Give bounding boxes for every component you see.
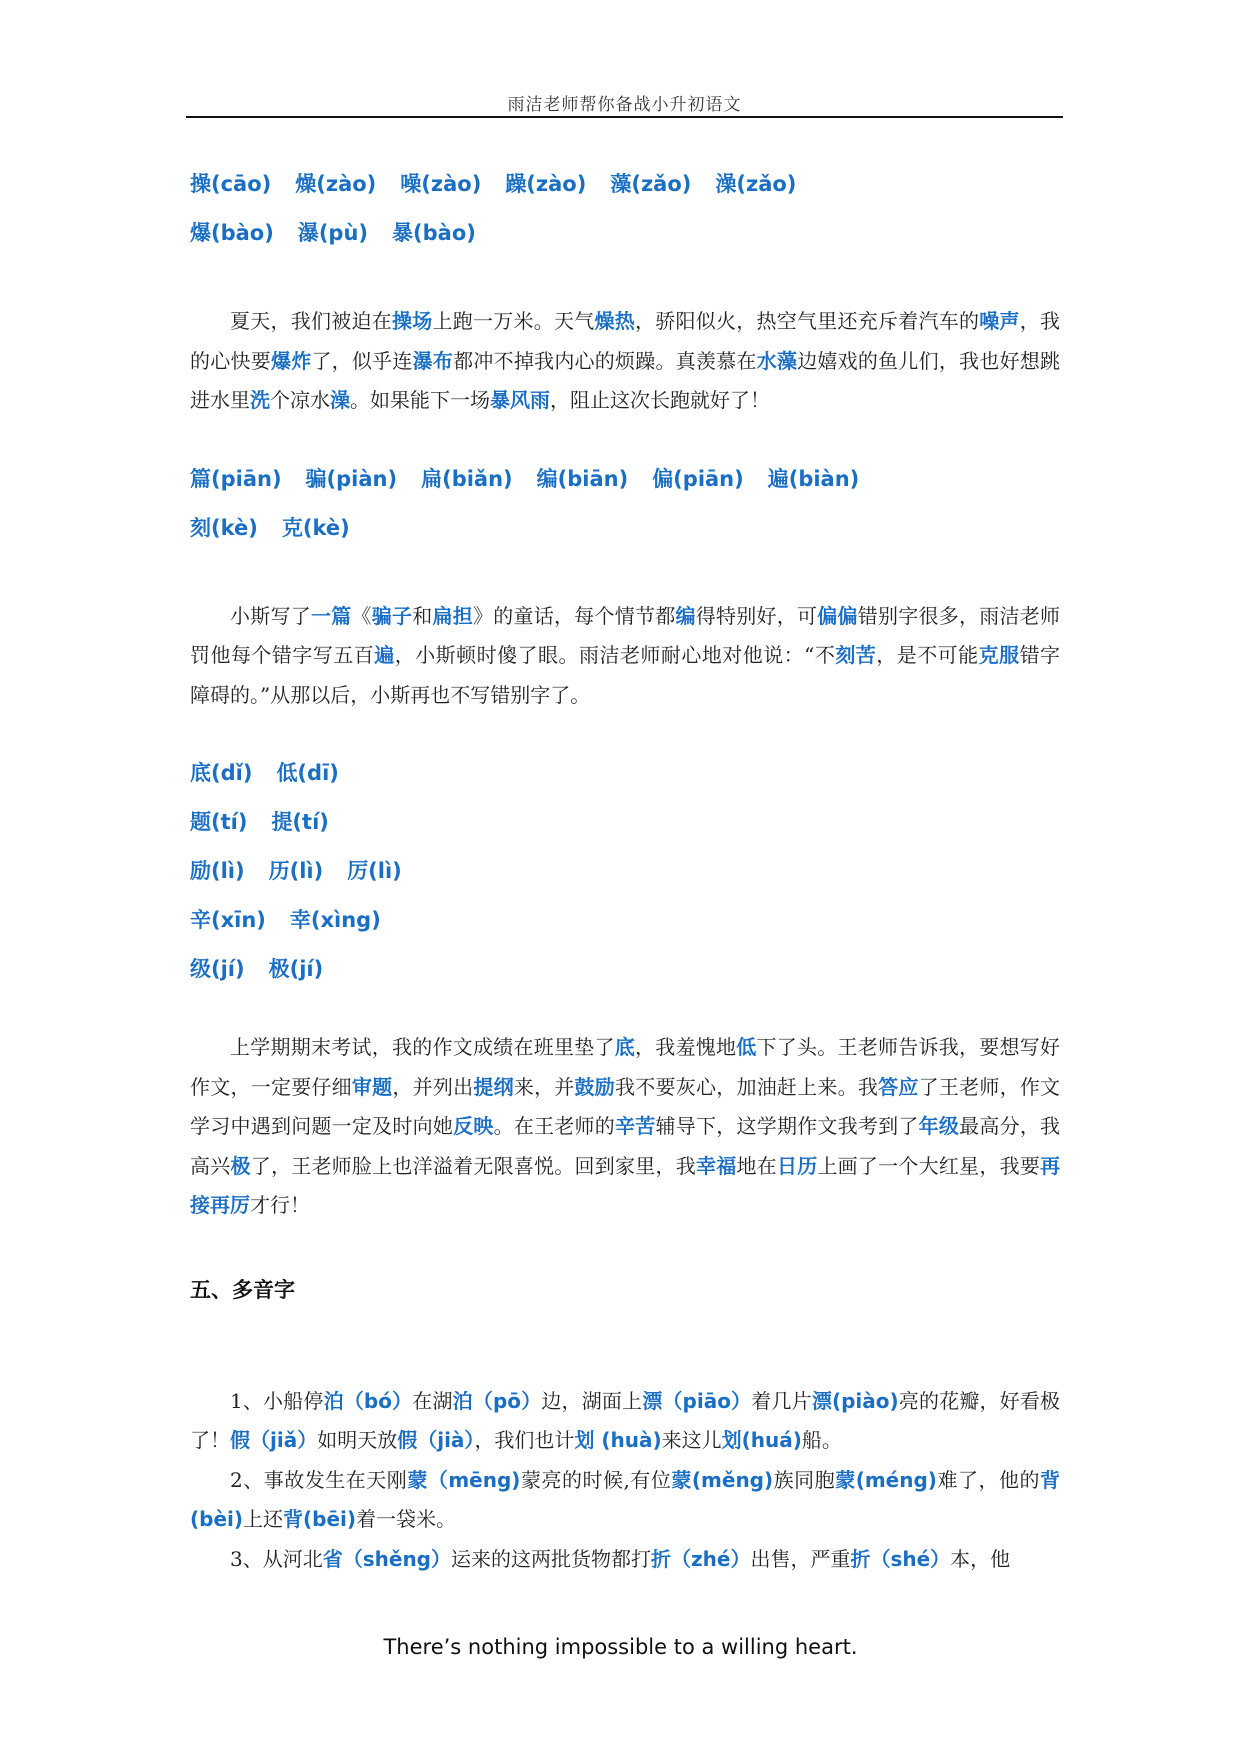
pinyin-item: 篇(piān) — [190, 466, 282, 491]
pinyin-item: 级(jí) — [190, 957, 245, 981]
pinyin-group-1-line-2 — [190, 209, 1060, 258]
pinyin-item: 爆(bào) — [190, 221, 274, 245]
pinyin-item: 遍(biàn) — [767, 466, 860, 491]
pinyin-item: 底(dǐ) — [190, 761, 253, 785]
pinyin-group-3-line-4 — [190, 896, 1060, 945]
pinyin-item: 克(kè) — [281, 515, 350, 540]
pinyin-item: 厉(lì) — [347, 859, 402, 883]
pinyin-item: 扁(biǎn) — [421, 466, 513, 491]
pinyin-item: 燥(zào) — [295, 172, 377, 196]
page-footer: There’s nothing impossible to a willing heart. — [383, 1635, 858, 1659]
pinyin-item: 低(dī) — [276, 761, 339, 785]
pinyin-item: 噪(zào) — [400, 172, 482, 196]
pinyin-item: 幸(xìng) — [289, 908, 381, 932]
section-heading: 五、多音字 — [190, 1277, 295, 1302]
pinyin-item: 骗(piàn) — [305, 466, 398, 491]
pinyin-item: 暴(bào) — [392, 221, 476, 245]
pinyin-group-2-line-1 — [190, 455, 1060, 504]
pinyin-group-3-line-5 — [190, 945, 1060, 994]
page-content — [190, 160, 1060, 1579]
pinyin-group-3-line-1 — [190, 749, 1060, 798]
pinyin-item: 瀑(pù) — [297, 221, 369, 245]
pinyin-item: 辛(xīn) — [190, 908, 266, 932]
pinyin-item: 编(biān) — [536, 466, 629, 491]
paragraph-summer: 夏天，我们被迫在操场上跑一万米。天气燥热，骄阳似火，热空气里还充斥着汽车的噪声，我的心快要爆炸了，似乎连瀑布都冲不掉我内心的烦躁。真羡慕在水藻边嬉戏的鱼儿们，我也好想跳进水里洗个凉水澡。如果能下一场暴风雨，阻止这次长跑就好了！ — [190, 309, 1061, 412]
pinyin-group-3-line-3 — [190, 847, 1060, 896]
pinyin-item: 操(cāo) — [190, 172, 272, 196]
pinyin-item: 澡(zǎo) — [715, 172, 797, 196]
pinyin-item: 励(lì) — [190, 859, 245, 883]
pinyin-item: 藻(zǎo) — [610, 172, 692, 196]
polyphone-item-3: 3、从河北省（shěng）运来的这两批货物都打折（zhé）出售，严重折（shé）本，他 — [230, 1546, 1011, 1571]
pinyin-group-1-line-1 — [190, 160, 1060, 209]
pinyin-group-2-line-2 — [190, 504, 1060, 553]
pinyin-item: 刻(kè) — [190, 515, 258, 540]
header-rule — [186, 116, 1063, 118]
pinyin-item: 题(tí) — [190, 810, 248, 834]
paragraph-xiaosi: 小斯写了一篇《骗子和扁担》的童话，每个情节都编得特别好，可偏偏错别字很多，雨洁老师罚他每个错字写五百遍，小斯顿时傻了眼。雨洁老师耐心地对他说：“不刻苦，是不可能克服错字障碍的。”从那以后，小斯再也不写错别字了。 — [190, 603, 1061, 707]
polyphone-item-1: 1、小船停泊（bó）在湖泊（pō）边，湖面上漂（piāo）着几片漂(piào)亮的花瓣，好看极了！假（jiǎ）如明天放假（jià），我们也计划 (huà)来这儿划(huá)船。 — [190, 1388, 1061, 1452]
pinyin-group-3-line-2 — [190, 798, 1060, 847]
paragraph-exam: 上学期期末考试，我的作文成绩在班里垫了底，我羞愧地低下了头。王老师告诉我，要想写好作文，一定要仔细审题，并列出提纲来，并鼓励我不要灰心，加油赶上来。我答应了王老师，作文学习中遇到问题一定及时向她反映。在王老师的辛苦辅导下，这学期作文我考到了年级最高分，我高兴极了，王老师脸上也洋溢着无限喜悦。回到家里，我幸福地在日历上画了一个大红星，我要再接再厉才行！ — [190, 1035, 1061, 1217]
polyphone-item-2: 2、事故发生在天刚蒙（mēng)蒙亮的时候,有位蒙(měng)族同胞蒙(méng)难了，他的背(bèi)上还背(bēi)着一袋米。 — [190, 1467, 1060, 1531]
pinyin-item: 提(tí) — [271, 810, 329, 834]
page-header: 雨洁老师帮你备战小升初语文 — [507, 95, 742, 115]
pinyin-item: 偏(piān) — [652, 466, 744, 491]
pinyin-item: 极(jí) — [268, 957, 324, 981]
pinyin-item: 躁(zào) — [505, 172, 587, 196]
pinyin-item: 历(lì) — [268, 859, 324, 883]
